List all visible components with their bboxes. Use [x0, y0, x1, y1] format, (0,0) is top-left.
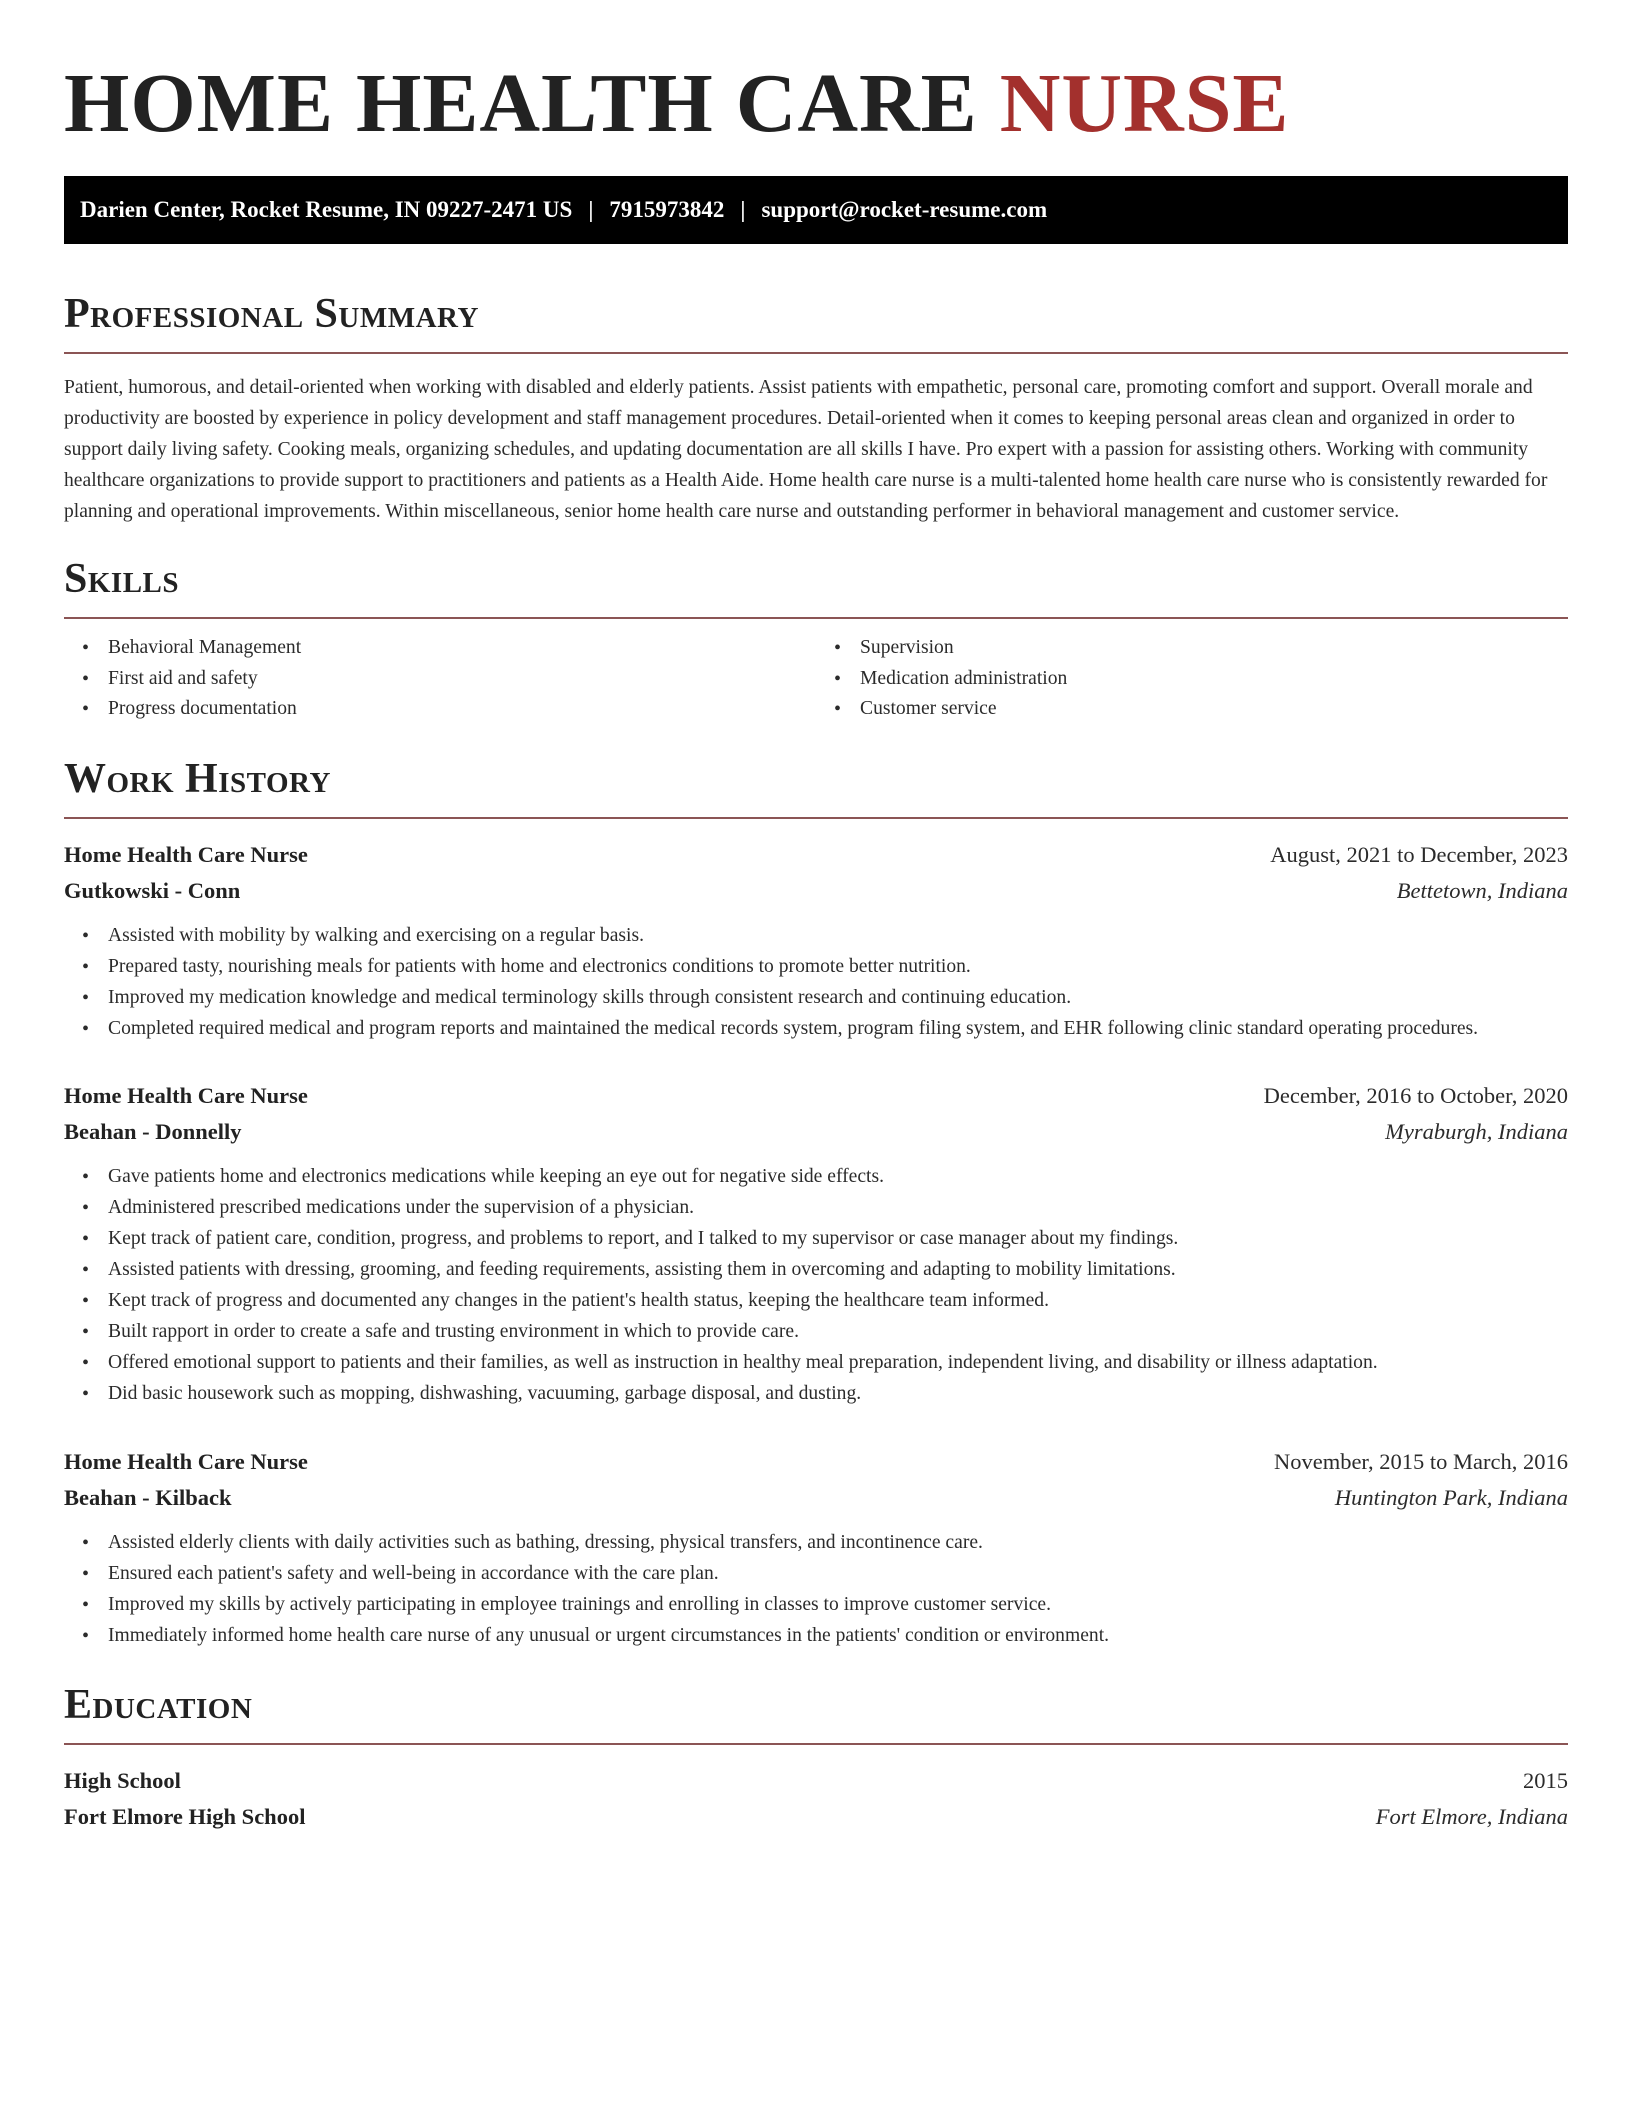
education-header-row — [64, 1763, 1568, 1799]
skill-item: • Customer service — [860, 694, 1568, 725]
skill-item: • Supervision — [860, 633, 1568, 664]
skill-item: • First aid and safety — [108, 664, 816, 695]
job-bullet: • Prepared tasty, nourishing meals for patients with home and electronics conditions to promote better nutrition. — [108, 952, 1568, 983]
education-degree: High School — [64, 1768, 181, 1793]
skills-section — [64, 555, 1568, 725]
section-divider — [64, 352, 1568, 354]
contact-separator: | — [588, 197, 594, 222]
section-divider — [64, 1743, 1568, 1745]
contact-separator: | — [740, 197, 746, 222]
job-bullet: • Offered emotional support to patients and their families, as well as instruction in healthy meal preparation, independent living, and disability or illness adaptation. — [108, 1348, 1568, 1379]
section-divider — [64, 817, 1568, 819]
job-company: Beahan - Kilback — [64, 1484, 232, 1510]
job-bullet: • Improved my skills by actively participating in employee trainings and enrolling in classes to improve customer service. — [108, 1590, 1568, 1621]
job-bullet: • Kept track of progress and documented any changes in the patient's health status, keeping the healthcare team informed. — [108, 1286, 1568, 1317]
job-entry — [64, 837, 1568, 1045]
job-bullet: • Assisted patients with dressing, grooming, and feeding requirements, assisting them in overcoming and adapting to mobility limitations. — [108, 1255, 1568, 1286]
job-dates: December, 2016 to October, 2020 — [1263, 1083, 1568, 1108]
job-company-row — [64, 1480, 1568, 1516]
job-bullet: • Assisted elderly clients with daily activities such as bathing, dressing, physical transfers, and incontinence care. — [108, 1528, 1568, 1559]
job-bullet: • Completed required medical and program reports and maintained the medical records system, program filing system, and EHR following clinic standard operating procedures. — [108, 1014, 1568, 1045]
job-company: Gutkowski - Conn — [64, 877, 241, 903]
job-header-row — [64, 1444, 1568, 1480]
education-entry — [64, 1763, 1568, 1835]
contact-address: Darien Center, Rocket Resume, IN 09227-2471 US — [80, 197, 573, 222]
resume-name — [64, 56, 1568, 152]
skill-item: • Behavioral Management — [108, 633, 816, 664]
job-header-row — [64, 1078, 1568, 1114]
education-year: 2015 — [1523, 1768, 1568, 1793]
job-header-row — [64, 837, 1568, 873]
job-bullet: • Improved my medication knowledge and medical terminology skills through consistent research and continuing education. — [108, 983, 1568, 1014]
contact-email: support@rocket-resume.com — [761, 197, 1048, 222]
summary-text: Patient, humorous, and detail-oriented when working with disabled and elderly patients. Assist patients with empathetic, personal care, promoting comfort and support. Overall morale and productivity are boosted by experience in policy development and staff management procedures. Detail-oriented when it comes to keeping personal areas clean and organized in order to support daily living safety. Cooking meals, organizing schedules, and updating documentation are all skills I have. Pro expert with a passion for assisting others. Working with community healthcare organizations to provide support to practitioners and patients as a Health Aide. Home health care nurse is a multi-talented home health care nurse who is consistently rewarded for planning and operational improvements. Within miscellaneous, senior home health care nurse and outstanding performer in behavioral management and customer service. — [64, 377, 1548, 522]
job-dates: August, 2021 to December, 2023 — [1270, 841, 1568, 867]
job-company-row — [64, 873, 1568, 909]
contact-bar — [64, 176, 1568, 244]
summary-title: Professional Summary — [64, 291, 479, 337]
job-company: Beahan - Donnelly — [64, 1119, 242, 1144]
job-entry — [64, 1078, 1568, 1410]
job-dates: November, 2015 to March, 2016 — [1273, 1448, 1568, 1474]
education-location: Fort Elmore, Indiana — [1375, 1804, 1568, 1829]
job-title: Home Health Care Nurse — [64, 1448, 308, 1474]
job-entry — [64, 1444, 1568, 1652]
summary-section — [64, 290, 1568, 527]
education-title: Education — [64, 1682, 253, 1728]
skill-item: • Progress documentation — [108, 694, 816, 725]
section-divider — [64, 617, 1568, 619]
work-history-section — [64, 755, 1568, 1652]
job-bullets — [64, 921, 1568, 1045]
job-location: Bettetown, Indiana — [1396, 877, 1568, 903]
job-bullet: • Did basic housework such as mopping, dishwashing, vacuuming, garbage disposal, and dusting. — [108, 1379, 1568, 1410]
job-location: Myraburgh, Indiana — [1385, 1119, 1568, 1144]
job-bullet: • Kept track of patient care, condition, progress, and problems to report, and I talked to my supervisor or case manager about my findings. — [108, 1224, 1568, 1255]
job-title: Home Health Care Nurse — [64, 1083, 308, 1108]
name-part-2-accent: NURSE — [999, 57, 1290, 150]
job-bullet: • Administered prescribed medications under the supervision of a physician. — [108, 1193, 1568, 1224]
skills-column-right — [816, 633, 1568, 725]
work-history-title: Work History — [64, 755, 331, 802]
skills-title: Skills — [64, 556, 180, 602]
education-section — [64, 1681, 1568, 1835]
job-bullet: • Assisted with mobility by walking and exercising on a regular basis. — [108, 921, 1568, 952]
education-school-row — [64, 1799, 1568, 1835]
contact-phone: 7915973842 — [609, 197, 725, 222]
job-bullet: • Gave patients home and electronics medications while keeping an eye out for negative side effects. — [108, 1162, 1568, 1193]
job-bullet: • Ensured each patient's safety and well-being in accordance with the care plan. — [108, 1559, 1568, 1590]
skill-item: • Medication administration — [860, 664, 1568, 695]
job-title: Home Health Care Nurse — [64, 841, 308, 867]
job-bullet: • Built rapport in order to create a safe and trusting environment in which to provide care. — [108, 1317, 1568, 1348]
job-bullets — [64, 1528, 1568, 1652]
skills-column-left — [64, 633, 816, 725]
job-company-row — [64, 1114, 1568, 1150]
education-school: Fort Elmore High School — [64, 1804, 306, 1829]
job-bullets — [64, 1162, 1568, 1410]
job-bullet: • Immediately informed home health care nurse of any unusual or urgent circumstances in the patients' condition or environment. — [108, 1621, 1568, 1652]
job-location: Huntington Park, Indiana — [1334, 1484, 1568, 1510]
skills-grid — [64, 633, 1568, 725]
name-part-1: HOME HEALTH CARE — [64, 57, 978, 150]
